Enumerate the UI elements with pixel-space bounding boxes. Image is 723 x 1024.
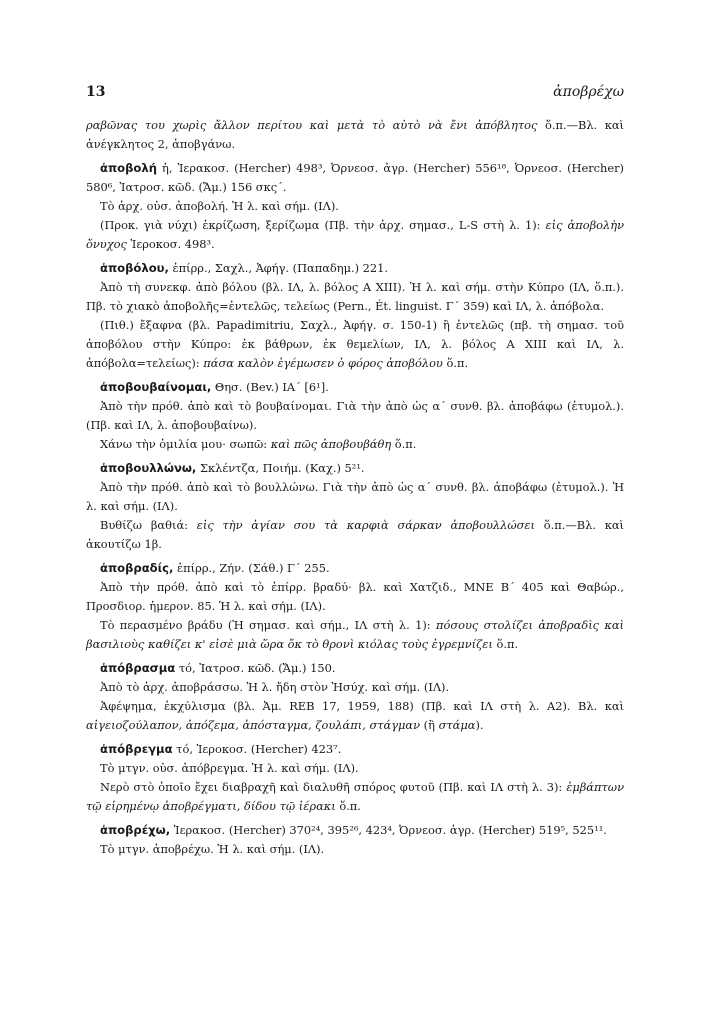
entry-text: Ἀπὸ τὴν πρόθ. ἀπὸ καὶ τὸ βουλλώνω. Γιὰ τὴν ἀπὸ ὡς α΄ συνθ. βλ. ἀποβάφω (ἐτυμολ.). Ἡ λ. καὶ σήμ. (ΙΛ). <box>86 480 624 513</box>
dictionary-page <box>86 84 624 864</box>
entry-text: ἐπίρρ., Ζήν. (Σάθ.) Γ΄ 255. <box>173 561 330 575</box>
citation-text: πόσους στολίζει ἀποβραδὶς καὶ βασιλιοὺς καθίζει κ' εἰσὲ μιὰ ὥρα ὄκ τὸ θρονὶ κιόλας τοὺς ἐγρεμνίζει <box>86 618 625 651</box>
entry-paragraph <box>86 216 624 254</box>
entry-paragraph <box>86 578 624 616</box>
entry-text: (Πιθ.) ἔξαφνα (βλ. Papadimitriu, Σαχλ., Ἀφήγ. σ. 150-1) ἢ ἐντελῶς (πβ. τὴ σημασ. τοῦ ἀποβόλου στὴν Κύπρο: ἐκ βάθρων, ἐκ θεμελίων, ΙΛ, λ. βόλος Α XIII καὶ ΙΛ, λ. ἀπόβολα=τελείως): <box>86 318 624 370</box>
entry-head-paragraph <box>86 459 624 478</box>
entry-paragraph <box>86 435 624 454</box>
dictionary-entry <box>86 459 624 554</box>
dictionary-entry <box>86 559 624 654</box>
entry-text: Ἀπὸ τὴν πρόθ. ἀπὸ καὶ τὸ βουβαίνομαι. Γιὰ τὴν ἀπὸ ὡς α΄ συνθ. βλ. ἀποβάφω (ἐτυμολ.). (Πβ. καὶ ΙΛ, λ. ἀποβουβαίνω). <box>86 399 624 432</box>
entry-head-paragraph <box>86 659 624 678</box>
entry-text: Χάνω τὴν ὁμιλία μου· σωπῶ: <box>100 437 271 451</box>
citation-text: αἰγειοζούλαπον, ἀπόζεμα, ἀπόσταγμα, ζουλάπι, στάγμαν <box>86 718 421 732</box>
entry-text: ὅ.π.—Βλ. καὶ ἀκουτίζω 1β. <box>86 518 624 551</box>
running-head: ἀποβρέχω <box>553 84 624 100</box>
entry-paragraph <box>86 778 624 816</box>
entry-text: ἡ, Ἱερακοσ. (Hercher) 498³, Ὀρνεοσ. ἀγρ. (Hercher) 556¹⁸, Ὀρνεοσ. (Hercher) 580⁶, Ἰατροσ. κῶδ. (Ἄμ.) 156 σκς΄. <box>86 161 624 194</box>
entry-head-paragraph <box>86 821 624 840</box>
citation-text: στάμα <box>438 718 476 732</box>
dictionary-entry <box>86 259 624 373</box>
page-number: 13 <box>86 84 106 100</box>
entry-text: Ἀφέψημα, ἐκχύλισμα (βλ. Ἀμ. REB 17, 1959, 188) (Πβ. καὶ ΙΛ στὴ λ. Α2). Βλ. καὶ <box>100 699 624 713</box>
citation-text: εἰς τὴν ἁγίαν σου τὰ καρφιὰ σάρκαν ἀποβουλλώσει <box>196 518 535 532</box>
headword: ἀποβουλλώνω, <box>100 461 197 475</box>
entry-text: Ἀπὸ τὸ ἀρχ. ἀποβράσσω. Ἡ λ. ἤδη στὸν Ἡσύχ. καὶ σήμ. (ΙΛ). <box>100 680 450 694</box>
entry-head-paragraph <box>86 559 624 578</box>
entry-text: Ἀπὸ τὴ συνεκφ. ἀπὸ βόλου (βλ. ΙΛ, λ. βόλος Α XIII). Ἡ λ. καὶ σήμ. στὴν Κύπρο (ΙΛ, ὅ.π.). Πβ. τὸ χιακὸ ἀποβολῆς=ἐντελῶς, τελείως (Pern., Ét. linguist. Γ΄ 359) καὶ ΙΛ, λ. ἀπόβολα. <box>86 280 624 313</box>
entry-head-paragraph <box>86 740 624 759</box>
entry-text: Σκλέντζα, Ποιήμ. (Καχ.) 5²¹. <box>196 461 365 475</box>
entry-text: Ἀπὸ τὴν πρόθ. ἀπὸ καὶ τὸ ἐπίρρ. βραδύ· βλ. καὶ Χατζιδ., ΜΝΕ Β΄ 405 καὶ Θαβώρ., Προσδιορ. ἡμερον. 85. Ἡ λ. καὶ σήμ. (ΙΛ). <box>86 580 624 613</box>
dictionary-entry <box>86 821 624 859</box>
entry-paragraph <box>86 397 624 435</box>
entry-text: Τὸ περασμένο βράδυ (Ἡ σημασ. καὶ σήμ., ΙΛ στὴ λ. 1): <box>100 618 436 632</box>
dictionary-entry <box>86 659 624 735</box>
entry-paragraph <box>86 840 624 859</box>
entry-paragraph <box>86 678 624 697</box>
dictionary-entry <box>86 740 624 816</box>
entry-list <box>86 116 624 859</box>
entry-text: (Προκ. γιὰ νύχι) ἐκρίζωση, ξερίζωμα (Πβ. τὴν ἀρχ. σημασ., L-S στὴ λ. 1): <box>100 218 546 232</box>
entry-head-paragraph <box>86 259 624 278</box>
entry-text: ἐπίρρ., Σαχλ., Ἀφήγ. (Παπαδημ.) 221. <box>168 261 389 275</box>
entry-head-paragraph <box>86 159 624 197</box>
entry-text: Ἱεροκοσ. 498³. <box>126 237 215 251</box>
dictionary-entry <box>86 159 624 254</box>
citation-text: εἰς ἀποβολὴν ὄνυχος <box>86 218 624 251</box>
entry-head-paragraph <box>86 116 624 154</box>
headword: ἀποβόλου, <box>100 261 169 275</box>
entry-text: ὅ.π. <box>492 637 519 651</box>
entry-text: ὅ.π. <box>391 437 417 451</box>
dictionary-entry <box>86 116 624 154</box>
entry-text: τό, Ἱεροκοσ. (Hercher) 423⁷. <box>172 742 342 756</box>
headword: ἀποβολή <box>100 161 157 175</box>
headword: ἀπόβρεγμα <box>100 742 173 756</box>
entry-text: Νερὸ στὸ ὁποῖο ἔχει διαβραχῆ καὶ διαλυθῆ σπόρος φυτοῦ (Πβ. καὶ ΙΛ στὴ λ. 3): <box>100 780 567 794</box>
entry-text: Τὸ μτγν. οὐσ. ἀπόβρεγμα. Ἡ λ. καὶ σήμ. (ΙΛ). <box>100 761 359 775</box>
headword: ἀποβουβαίνομαι, <box>100 380 212 394</box>
entry-text: Θησ. (Bev.) ΙΑ΄ [6¹]. <box>211 380 329 394</box>
entry-paragraph <box>86 759 624 778</box>
entry-text: ). <box>475 718 484 732</box>
dictionary-entry <box>86 378 624 454</box>
citation-text: ἐμβάπτων τῷ εἰρημένῳ ἀποβρέγματι, δίδου τῷ ἱέρακι <box>86 780 624 813</box>
entry-paragraph <box>86 516 624 554</box>
citation-text: καὶ πῶς ἀποβουβάθη <box>270 437 392 451</box>
entry-head-paragraph <box>86 378 624 397</box>
headword: ἀπόβρασμα <box>100 661 176 675</box>
entry-paragraph <box>86 697 624 735</box>
entry-text: Τὸ μτγν. ἀποβρέχω. Ἡ λ. καὶ σήμ. (ΙΛ). <box>100 842 325 856</box>
headword: ἀποβραδίς, <box>100 561 174 575</box>
entry-paragraph <box>86 616 624 654</box>
entry-text: Τὸ ἀρχ. οὐσ. ἀποβολή. Ἡ λ. καὶ σήμ. (ΙΛ). <box>100 199 339 213</box>
entry-paragraph <box>86 316 624 373</box>
entry-paragraph <box>86 478 624 516</box>
citation-text: ραβῶνας του χωρὶς ἄλλον περίτου καὶ μετὰ τὸ αὐτὸ νὰ ἔνι ἀπόβλητος <box>86 118 538 132</box>
entry-text: Βυθίζω βαθιά: <box>100 518 197 532</box>
entry-text: ὅ.π. <box>335 799 361 813</box>
page-header <box>86 84 624 106</box>
entry-text: (ἢ <box>420 718 439 732</box>
entry-text: ὅ.π.—Βλ. καὶ ἀνέγκλητος 2, ἀποβγάνω. <box>86 118 624 151</box>
headword: ἀποβρέχω, <box>100 823 171 837</box>
entry-text: Ἱερακοσ. (Hercher) 370²⁴, 395²⁶, 423⁴, Ὀρνεοσ. ἀγρ. (Hercher) 519⁵, 525¹¹. <box>170 823 607 837</box>
entry-paragraph <box>86 278 624 316</box>
entry-paragraph <box>86 197 624 216</box>
entry-text: τό, Ἰατροσ. κῶδ. (Ἄμ.) 150. <box>175 661 336 675</box>
entry-text: ὅ.π. <box>442 356 469 370</box>
citation-text: πάσα καλὸν ἐγέμωσεν ὁ φόρος ἀποβόλου <box>203 356 443 370</box>
